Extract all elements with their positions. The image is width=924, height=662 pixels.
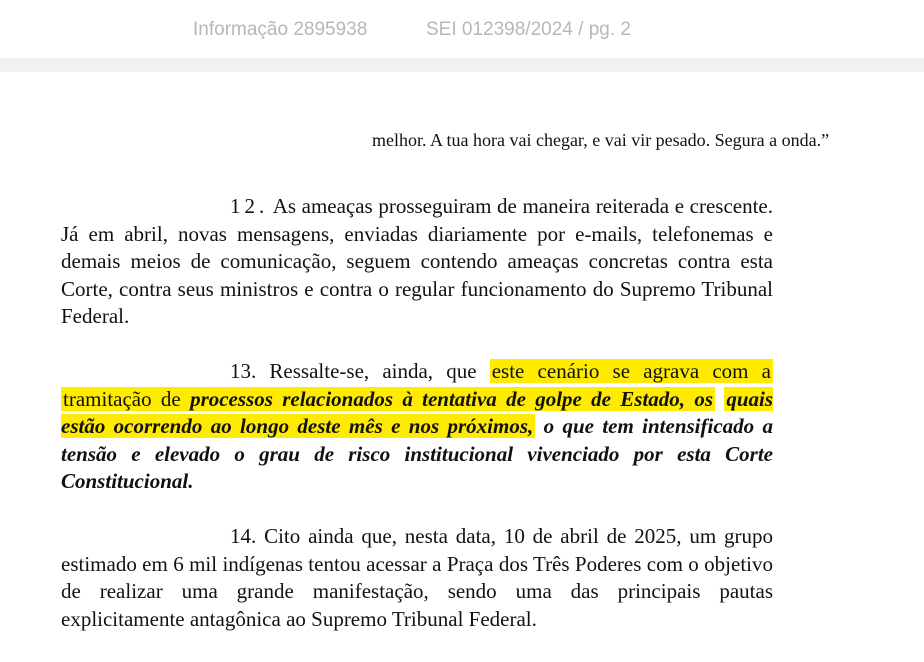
- paragraph-lead: 13. Ressalte-se, ainda, que: [230, 359, 490, 383]
- page-separator: [0, 58, 924, 72]
- paragraph-text: As ameaças prosseguiram de maneira reiterada e crescente. Já em abril, novas mensagens, enviadas diariamente por e-mails, telefonemas e demais meios de comunicação, seguem contendo ameaças concretas contra esta Corte, contra seus ministros e contra o regular funcionamento do Supremo Tribunal Federal.: [61, 194, 773, 328]
- highlighted-text: este cenário se agrava com a: [491, 359, 771, 383]
- quote-continuation: melhor. A tua hora vai chegar, e vai vir pesado. Segura a onda.”: [372, 130, 830, 150]
- sei-page-label: SEI 012398/2024 / pg. 2: [426, 19, 631, 40]
- paragraph-text: 14. Cito ainda que, nesta data, 10 de abril de 2025, um grupo estimado em 6 mil indígenas tentou acessar a Praça dos Três Poderes com o objetivo de realizar uma grande manifestação, sendo uma das principais pautas explicitamente antagônica ao Supremo Tribunal Federal.: [61, 524, 773, 631]
- highlighted-bold-text: quais estão ocorrendo ao longo deste mês e nos próximos,: [61, 386, 774, 438]
- paragraph-12: [61, 193, 773, 331]
- paragraph-13: [61, 358, 773, 496]
- emphasized-text: o que tem intensificado a tensão e elevado o grau de risco institucional vivenciado por esta Corte Constitucional.: [61, 414, 774, 493]
- document-info-label: Informação 2895938: [193, 19, 368, 40]
- paragraph-number: 12.: [230, 194, 269, 218]
- highlighted-plain-text: tramitação de: [63, 386, 181, 411]
- page-header: [0, 0, 924, 58]
- document-page: [0, 72, 924, 662]
- highlighted-text: [61, 387, 715, 411]
- highlighted-bold-text: processos relacionados à tentativa de golpe de Estado, os: [190, 386, 714, 411]
- paragraph-14: [61, 523, 773, 633]
